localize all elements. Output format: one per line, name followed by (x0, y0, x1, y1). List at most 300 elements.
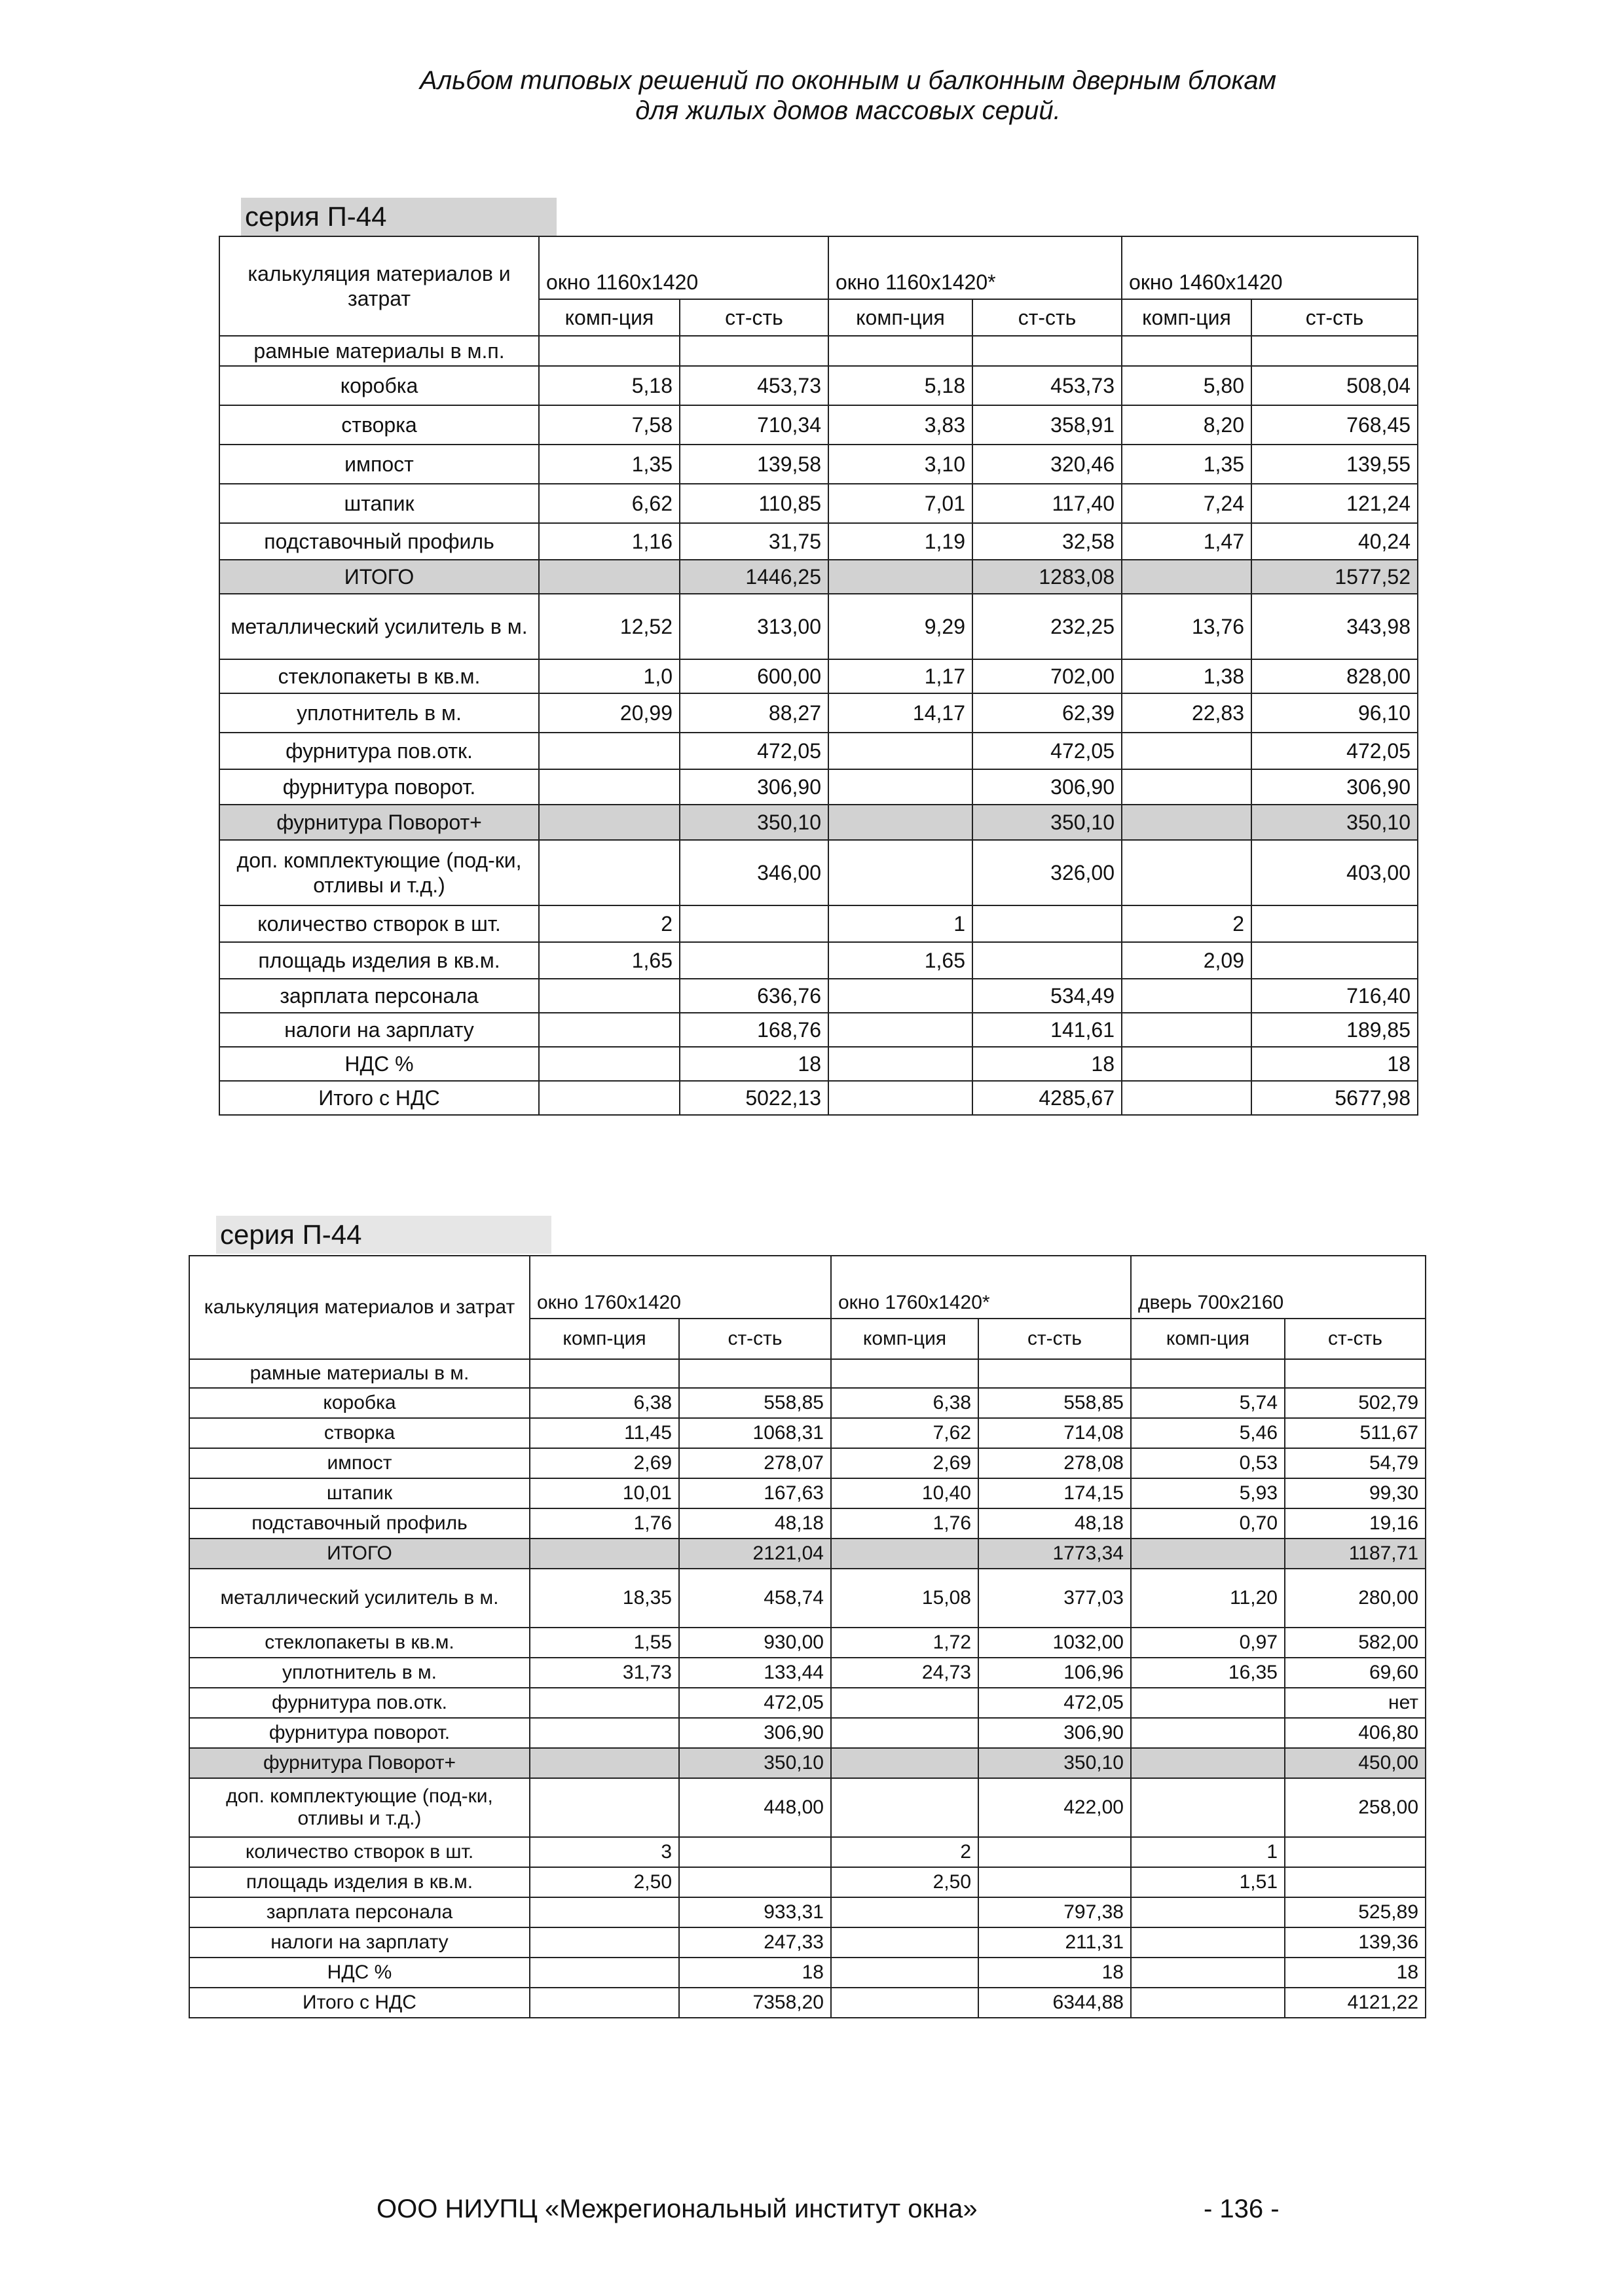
subheader: ст-сть (972, 299, 1122, 336)
product-header: окно 1760х1420* (831, 1256, 1131, 1319)
quantity-cell: 9,29 (828, 594, 972, 659)
row-label: створка (219, 405, 539, 445)
cost-cell: 358,91 (972, 405, 1122, 445)
cost-cell: 31,75 (680, 523, 828, 560)
product-header: дверь 700х2160 (1131, 1256, 1426, 1319)
table-row (189, 1897, 1426, 1927)
quantity-cell (530, 1988, 679, 2018)
quantity-cell: 6,38 (530, 1388, 679, 1418)
quantity-cell (831, 1927, 978, 1958)
cost-cell (978, 1867, 1131, 1897)
quantity-cell (1122, 769, 1251, 805)
quantity-cell (1131, 1988, 1285, 2018)
subheader: комп-ция (530, 1319, 679, 1359)
cost-cell: 350,10 (972, 805, 1122, 840)
quantity-cell: 1 (1131, 1837, 1285, 1867)
quantity-cell (828, 336, 972, 366)
cost-cell (679, 1837, 831, 1867)
quantity-cell: 1,76 (530, 1508, 679, 1539)
table-row (189, 1539, 1426, 1569)
cost-cell: 110,85 (680, 484, 828, 523)
quantity-cell: 12,52 (539, 594, 680, 659)
row-label: рамные материалы в м. (189, 1359, 530, 1388)
cost-cell: 346,00 (680, 840, 828, 905)
quantity-cell (1122, 805, 1251, 840)
cost-cell: 139,58 (680, 445, 828, 484)
quantity-cell (530, 1958, 679, 1988)
subheader: комп-ция (828, 299, 972, 336)
cost-cell: 797,38 (978, 1897, 1131, 1927)
table-row (219, 840, 1418, 905)
row-label: металлический усилитель в м. (189, 1569, 530, 1628)
cost-cell: 278,08 (978, 1448, 1131, 1478)
row-label: зарплата персонала (189, 1897, 530, 1927)
row-label: штапик (189, 1478, 530, 1508)
quantity-cell: 24,73 (831, 1658, 978, 1688)
table-row (219, 1081, 1418, 1115)
quantity-cell: 1,76 (831, 1508, 978, 1539)
cost-cell (972, 905, 1122, 942)
quantity-cell (1122, 840, 1251, 905)
row-label: импост (189, 1448, 530, 1478)
quantity-cell: 6,38 (831, 1388, 978, 1418)
table-row (189, 1388, 1426, 1418)
subheader: комп-ция (1131, 1319, 1285, 1359)
row-label: фурнитура пов.отк. (219, 733, 539, 769)
header-line-2: для жилых домов массовых серий. (635, 96, 1061, 125)
quantity-cell: 2 (1122, 905, 1251, 942)
table-row (189, 1748, 1426, 1778)
quantity-cell: 7,58 (539, 405, 680, 445)
quantity-cell (828, 1013, 972, 1047)
table-row (219, 979, 1418, 1013)
cost-cell: 1773,34 (978, 1539, 1131, 1569)
cost-cell: 7358,20 (679, 1988, 831, 2018)
quantity-cell (530, 1778, 679, 1837)
quantity-cell (1122, 1081, 1251, 1115)
row-label: Итого с НДС (189, 1988, 530, 2018)
row-label: подставочный профиль (189, 1508, 530, 1539)
quantity-cell: 1,16 (539, 523, 680, 560)
cost-cell: 189,85 (1251, 1013, 1418, 1047)
quantity-cell (828, 1047, 972, 1081)
quantity-cell (831, 1988, 978, 2018)
table-row (219, 769, 1418, 805)
cost-cell: 511,67 (1285, 1418, 1426, 1448)
quantity-cell (530, 1897, 679, 1927)
quantity-cell (539, 979, 680, 1013)
cost-cell: 636,76 (680, 979, 828, 1013)
cost-cell (679, 1867, 831, 1897)
cost-cell: 69,60 (1285, 1658, 1426, 1688)
cost-cell: 716,40 (1251, 979, 1418, 1013)
cost-cell: 508,04 (1251, 366, 1418, 405)
cost-cell: 313,00 (680, 594, 828, 659)
quantity-cell: 31,73 (530, 1658, 679, 1688)
quantity-cell (1131, 1688, 1285, 1718)
quantity-cell: 11,20 (1131, 1569, 1285, 1628)
table-row (219, 560, 1418, 594)
quantity-cell: 0,53 (1131, 1448, 1285, 1478)
quantity-cell (828, 805, 972, 840)
quantity-cell (828, 1081, 972, 1115)
subheader: ст-сть (679, 1319, 831, 1359)
cost-cell: 306,90 (679, 1718, 831, 1748)
cost-cell: 99,30 (1285, 1478, 1426, 1508)
table-row (189, 1478, 1426, 1508)
quantity-cell (539, 805, 680, 840)
cost-cell: 702,00 (972, 659, 1122, 693)
row-label: зарплата персонала (219, 979, 539, 1013)
cost-cell: 458,74 (679, 1569, 831, 1628)
cost-cell: 5022,13 (680, 1081, 828, 1115)
cost-cell (1285, 1837, 1426, 1867)
cost-cell: 141,61 (972, 1013, 1122, 1047)
cost-cell: 1577,52 (1251, 560, 1418, 594)
series-label: серия П-44 (216, 1216, 551, 1254)
quantity-cell (828, 840, 972, 905)
quantity-cell: 1,0 (539, 659, 680, 693)
product-header: окно 1160х1420 (539, 236, 828, 299)
quantity-cell: 2,50 (831, 1867, 978, 1897)
row-label: уплотнитель в м. (189, 1658, 530, 1688)
cost-cell: 828,00 (1251, 659, 1418, 693)
quantity-cell: 1,35 (1122, 445, 1251, 484)
cost-cell: 139,55 (1251, 445, 1418, 484)
row-label: створка (189, 1418, 530, 1448)
cost-cell: 450,00 (1285, 1748, 1426, 1778)
cost-cell: 62,39 (972, 693, 1122, 733)
table-row (189, 1718, 1426, 1748)
row-label: фурнитура Поворот+ (219, 805, 539, 840)
row-label: количество створок в шт. (189, 1837, 530, 1867)
quantity-cell (539, 1081, 680, 1115)
cost-cell: 211,31 (978, 1927, 1131, 1958)
cost-cell: 350,10 (679, 1748, 831, 1778)
cost-cell: 48,18 (978, 1508, 1131, 1539)
quantity-cell (1122, 1013, 1251, 1047)
row-label: уплотнитель в м. (219, 693, 539, 733)
cost-cell (1285, 1359, 1426, 1388)
quantity-cell: 5,74 (1131, 1388, 1285, 1418)
row-label: металлический усилитель в м. (219, 594, 539, 659)
quantity-cell: 5,18 (828, 366, 972, 405)
cost-cell: 472,05 (680, 733, 828, 769)
quantity-cell (530, 1539, 679, 1569)
quantity-cell: 1,65 (539, 942, 680, 979)
cost-cell (1285, 1867, 1426, 1897)
quantity-cell (1131, 1927, 1285, 1958)
cost-cell (679, 1359, 831, 1388)
cost-cell: 350,10 (1251, 805, 1418, 840)
quantity-cell: 7,62 (831, 1418, 978, 1448)
table-row (189, 1628, 1426, 1658)
row-label: импост (219, 445, 539, 484)
table-row (189, 1359, 1426, 1388)
cost-cell: 1446,25 (680, 560, 828, 594)
quantity-cell (1122, 1047, 1251, 1081)
quantity-cell (1131, 1359, 1285, 1388)
quantity-cell (1122, 560, 1251, 594)
quantity-cell: 2,69 (831, 1448, 978, 1478)
subheader: ст-сть (1285, 1319, 1426, 1359)
cost-cell: 6344,88 (978, 1988, 1131, 2018)
cost-cell: 32,58 (972, 523, 1122, 560)
cost-cell (972, 942, 1122, 979)
cost-cell: 280,00 (1285, 1569, 1426, 1628)
calculation-table-2 (189, 1255, 1426, 2018)
quantity-cell (1122, 979, 1251, 1013)
cost-cell: 306,90 (978, 1718, 1131, 1748)
table-row (189, 1867, 1426, 1897)
cost-cell: 768,45 (1251, 405, 1418, 445)
quantity-cell: 15,08 (831, 1569, 978, 1628)
quantity-cell (1131, 1778, 1285, 1837)
cost-cell (680, 336, 828, 366)
cost-cell: 2121,04 (679, 1539, 831, 1569)
cost-cell: 933,31 (679, 1897, 831, 1927)
table-row (219, 445, 1418, 484)
quantity-cell (1131, 1718, 1285, 1748)
cost-cell: 88,27 (680, 693, 828, 733)
cost-cell: 278,07 (679, 1448, 831, 1478)
quantity-cell (828, 560, 972, 594)
cost-cell: 40,24 (1251, 523, 1418, 560)
cost-cell: 167,63 (679, 1478, 831, 1508)
cost-cell: 350,10 (978, 1748, 1131, 1778)
cost-cell: 343,98 (1251, 594, 1418, 659)
cost-cell: 48,18 (679, 1508, 831, 1539)
table-row (189, 1958, 1426, 1988)
quantity-cell: 0,97 (1131, 1628, 1285, 1658)
cost-cell: 1032,00 (978, 1628, 1131, 1658)
quantity-cell (1131, 1748, 1285, 1778)
table-row (219, 366, 1418, 405)
quantity-cell: 2,50 (530, 1867, 679, 1897)
table-row (189, 1508, 1426, 1539)
table-row (219, 523, 1418, 560)
row-label: доп. комплектующие (под-ки, отливы и т.д.) (189, 1778, 530, 1837)
row-label: налоги на зарплату (219, 1013, 539, 1047)
table-row (189, 1448, 1426, 1478)
quantity-cell (530, 1748, 679, 1778)
page-header (0, 65, 1624, 126)
cost-cell: 582,00 (1285, 1628, 1426, 1658)
quantity-cell: 5,18 (539, 366, 680, 405)
quantity-cell: 10,01 (530, 1478, 679, 1508)
cost-cell: 525,89 (1285, 1897, 1426, 1927)
cost-cell (1251, 905, 1418, 942)
product-header: окно 1160х1420* (828, 236, 1122, 299)
cost-cell: 710,34 (680, 405, 828, 445)
quantity-cell: 1,47 (1122, 523, 1251, 560)
quantity-cell: 20,99 (539, 693, 680, 733)
row-label: фурнитура поворот. (189, 1718, 530, 1748)
cost-cell: 558,85 (978, 1388, 1131, 1418)
cost-cell: 306,90 (1251, 769, 1418, 805)
cost-cell: 403,00 (1251, 840, 1418, 905)
table-row (189, 1837, 1426, 1867)
footer-organization: ООО НИУПЦ «Межрегиональный институт окна» (377, 2195, 978, 2223)
cost-cell: 96,10 (1251, 693, 1418, 733)
quantity-cell (831, 1778, 978, 1837)
quantity-cell (828, 979, 972, 1013)
quantity-cell: 22,83 (1122, 693, 1251, 733)
quantity-cell: 0,70 (1131, 1508, 1285, 1539)
row-label: количество створок в шт. (219, 905, 539, 942)
quantity-cell: 18,35 (530, 1569, 679, 1628)
cost-cell: 714,08 (978, 1418, 1131, 1448)
row-label: фурнитура поворот. (219, 769, 539, 805)
cost-cell: 18 (1251, 1047, 1418, 1081)
cost-cell: 18 (680, 1047, 828, 1081)
cost-cell: 502,79 (1285, 1388, 1426, 1418)
table-row (189, 1569, 1426, 1628)
quantity-cell: 1,19 (828, 523, 972, 560)
cost-cell: 174,15 (978, 1478, 1131, 1508)
cost-cell: 350,10 (680, 805, 828, 840)
quantity-cell (539, 336, 680, 366)
quantity-cell: 11,45 (530, 1418, 679, 1448)
quantity-cell: 7,24 (1122, 484, 1251, 523)
row-label: ИТОГО (219, 560, 539, 594)
cost-cell: 1068,31 (679, 1418, 831, 1448)
table-row (219, 659, 1418, 693)
cost-cell: 326,00 (972, 840, 1122, 905)
quantity-cell (539, 560, 680, 594)
quantity-cell: 1 (828, 905, 972, 942)
quantity-cell (1131, 1897, 1285, 1927)
row-label: коробка (219, 366, 539, 405)
cost-cell: 18 (978, 1958, 1131, 1988)
cost-cell: 106,96 (978, 1658, 1131, 1688)
table-row (219, 484, 1418, 523)
quantity-cell (831, 1688, 978, 1718)
cost-cell: 472,05 (1251, 733, 1418, 769)
cost-cell: 406,80 (1285, 1718, 1426, 1748)
quantity-cell: 2,69 (530, 1448, 679, 1478)
cost-cell (1251, 942, 1418, 979)
row-label: штапик (219, 484, 539, 523)
cost-cell: 422,00 (978, 1778, 1131, 1837)
quantity-cell (539, 1013, 680, 1047)
quantity-cell (831, 1897, 978, 1927)
row-label: НДС % (219, 1047, 539, 1081)
table-row (189, 1688, 1426, 1718)
product-header: окно 1460х1420 (1122, 236, 1418, 299)
row-label: стеклопакеты в кв.м. (219, 659, 539, 693)
cost-cell: нет (1285, 1688, 1426, 1718)
cost-cell: 4121,22 (1285, 1988, 1426, 2018)
table-row (219, 1013, 1418, 1047)
row-label: площадь изделия в кв.м. (219, 942, 539, 979)
cost-cell: 600,00 (680, 659, 828, 693)
subheader: комп-ция (1122, 299, 1251, 336)
table-row (189, 1988, 1426, 2018)
quantity-cell (831, 1748, 978, 1778)
cost-cell: 139,36 (1285, 1927, 1426, 1958)
cost-cell: 306,90 (972, 769, 1122, 805)
quantity-cell (539, 840, 680, 905)
quantity-cell: 1,72 (831, 1628, 978, 1658)
table-row (219, 805, 1418, 840)
cost-cell: 453,73 (972, 366, 1122, 405)
table-row (189, 1778, 1426, 1837)
cost-cell: 54,79 (1285, 1448, 1426, 1478)
quantity-cell: 3,83 (828, 405, 972, 445)
cost-cell: 18 (972, 1047, 1122, 1081)
subheader: ст-сть (1251, 299, 1418, 336)
quantity-cell (530, 1359, 679, 1388)
quantity-cell (831, 1718, 978, 1748)
page-number: - 136 - (1204, 2195, 1280, 2223)
cost-cell: 18 (679, 1958, 831, 1988)
cost-cell: 4285,67 (972, 1081, 1122, 1115)
row-label: Итого с НДС (219, 1081, 539, 1115)
cost-cell: 121,24 (1251, 484, 1418, 523)
quantity-cell: 6,62 (539, 484, 680, 523)
product-header: окно 1760х1420 (530, 1256, 831, 1319)
quantity-cell: 14,17 (828, 693, 972, 733)
cost-cell: 18 (1285, 1958, 1426, 1988)
quantity-cell: 2,09 (1122, 942, 1251, 979)
table-row (219, 733, 1418, 769)
calculation-table-1 (219, 236, 1418, 1116)
cost-cell: 1187,71 (1285, 1539, 1426, 1569)
cost-cell: 133,44 (679, 1658, 831, 1688)
cost-cell: 558,85 (679, 1388, 831, 1418)
table-title: калькуляция материалов и затрат (219, 236, 539, 336)
subheader: комп-ция (831, 1319, 978, 1359)
cost-cell (680, 942, 828, 979)
cost-cell: 247,33 (679, 1927, 831, 1958)
quantity-cell (1122, 336, 1251, 366)
row-label: фурнитура Поворот+ (189, 1748, 530, 1778)
cost-cell: 5677,98 (1251, 1081, 1418, 1115)
quantity-cell (530, 1927, 679, 1958)
quantity-cell: 10,40 (831, 1478, 978, 1508)
row-label: ИТОГО (189, 1539, 530, 1569)
quantity-cell (831, 1958, 978, 1988)
table-row (189, 1927, 1426, 1958)
quantity-cell (539, 733, 680, 769)
cost-cell: 377,03 (978, 1569, 1131, 1628)
cost-cell: 1283,08 (972, 560, 1122, 594)
quantity-cell: 5,93 (1131, 1478, 1285, 1508)
cost-cell: 117,40 (972, 484, 1122, 523)
cost-cell (978, 1359, 1131, 1388)
quantity-cell: 1,55 (530, 1628, 679, 1658)
quantity-cell: 1,51 (1131, 1867, 1285, 1897)
quantity-cell: 16,35 (1131, 1658, 1285, 1688)
cost-cell: 472,05 (978, 1688, 1131, 1718)
quantity-cell (539, 1047, 680, 1081)
cost-cell: 168,76 (680, 1013, 828, 1047)
header-line-1: Альбом типовых решений по оконным и балконным дверным блокам (419, 66, 1276, 95)
table-row (219, 693, 1418, 733)
table-row (219, 942, 1418, 979)
quantity-cell (530, 1718, 679, 1748)
cost-cell: 232,25 (972, 594, 1122, 659)
table-row (219, 905, 1418, 942)
subheader: ст-сть (978, 1319, 1131, 1359)
table-row (189, 1418, 1426, 1448)
table-row (189, 1658, 1426, 1688)
cost-cell (680, 905, 828, 942)
quantity-cell: 3 (530, 1837, 679, 1867)
quantity-cell: 3,10 (828, 445, 972, 484)
quantity-cell: 5,46 (1131, 1418, 1285, 1448)
